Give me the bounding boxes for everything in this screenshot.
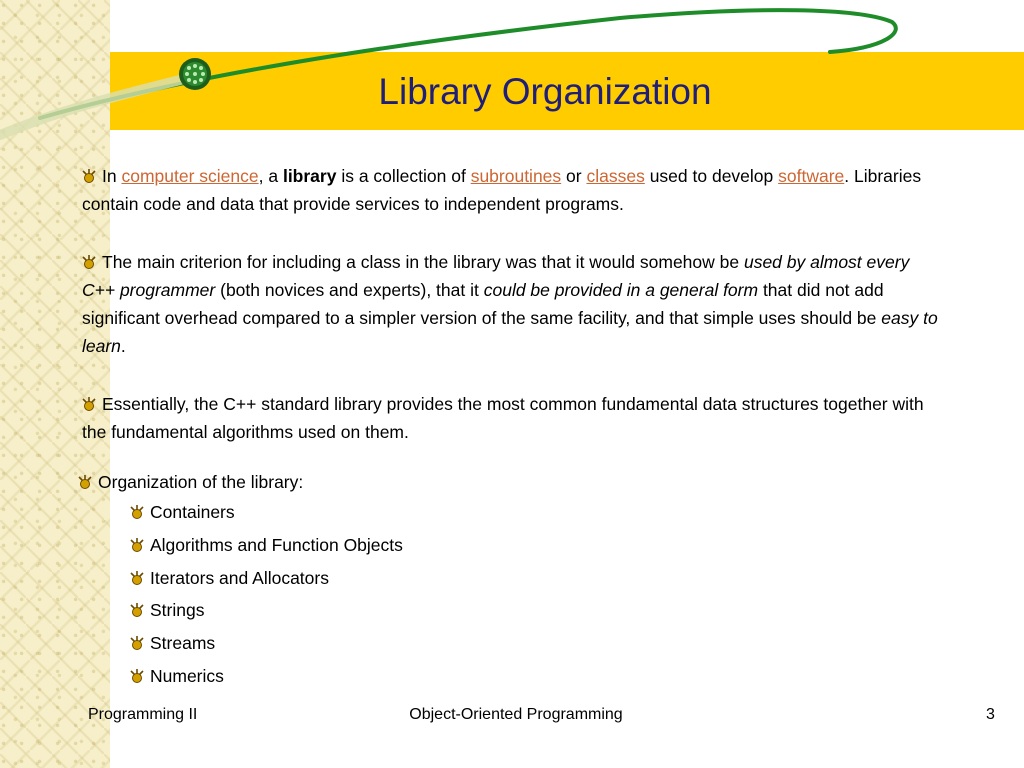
list-item (130, 594, 942, 627)
bullet-icon (78, 475, 92, 489)
slide-title: Library Organization (378, 71, 712, 112)
slide-content (82, 162, 942, 693)
text: . (120, 336, 126, 356)
paragraph-main-criterion (82, 248, 942, 360)
text: or (561, 166, 587, 186)
link-classes[interactable]: classes (586, 166, 645, 186)
bullet-icon (130, 603, 144, 617)
text: , a (258, 166, 283, 186)
list-item-label: Numerics (150, 665, 224, 686)
organization-list (82, 496, 942, 693)
paragraph-library-definition (82, 162, 942, 218)
bullet-icon (82, 255, 96, 269)
list-item (130, 496, 942, 529)
bullet-icon (130, 636, 144, 650)
text: Essentially, the C++ standard library provides the most common fundamental data structures together with the fundamental algorithms used on them. (82, 394, 924, 442)
link-computer-science[interactable]: computer science (121, 166, 259, 186)
list-item-label: Containers (150, 502, 235, 522)
list-item (130, 529, 942, 562)
bullet-icon (130, 538, 144, 552)
list-item-label: Streams (150, 633, 216, 654)
footer-course-name: Programming II (88, 706, 198, 723)
text: used to develop (644, 166, 779, 186)
text: The main criterion for including a class in the library was that it would somehow be (102, 252, 744, 272)
italic-text: could be provided in a general form (483, 280, 759, 300)
footer-page-number: 3 (986, 706, 995, 723)
list-item (130, 627, 942, 660)
text: Organization of the library: (98, 472, 304, 492)
bullet-icon (130, 669, 144, 683)
text: . Libraries contain code and data that provide services to independent programs. (82, 166, 922, 214)
text: is a collection of (336, 166, 471, 186)
list-item-label: Iterators and Allocators (150, 567, 329, 588)
footer-topic: Object-Oriented Programming (409, 706, 623, 723)
list-item (130, 562, 942, 595)
link-subroutines[interactable]: subroutines (470, 166, 562, 186)
bold-term-library: library (282, 166, 337, 186)
list-item-label: Strings (150, 600, 205, 621)
organization-heading (78, 468, 942, 496)
text: In (102, 166, 122, 186)
text: (both novices and experts), that it (215, 280, 484, 300)
link-software[interactable]: software (778, 166, 845, 186)
bullet-icon (82, 397, 96, 411)
list-item-label: Algorithms and Function Objects (150, 534, 403, 555)
italic-text: used by almost every C++ programmer (82, 252, 910, 300)
text: that did not add significant overhead compared to a simpler version of the same facility, and that simple uses should be (82, 280, 884, 328)
paragraph-essentially (82, 390, 942, 446)
bullet-icon (82, 169, 96, 183)
bullet-icon (130, 571, 144, 585)
italic-text: easy to learn (82, 308, 938, 356)
list-item (130, 660, 942, 693)
bullet-icon (130, 505, 144, 519)
